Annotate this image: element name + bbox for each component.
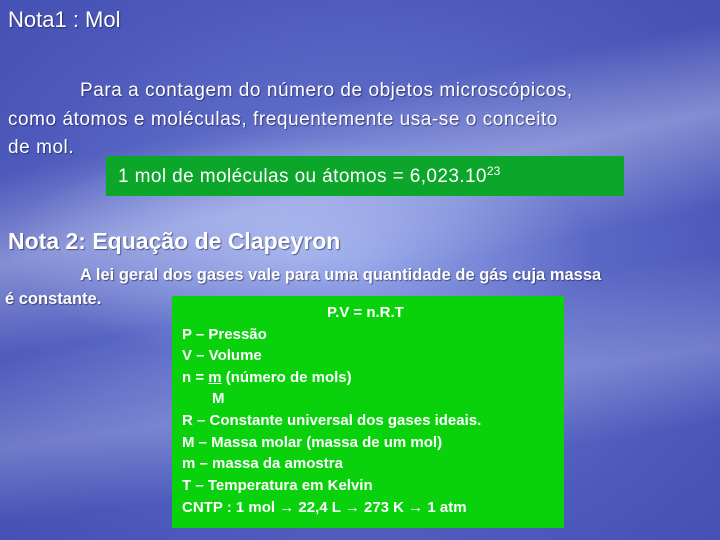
note1-paragraph-line: de mol. <box>8 137 75 158</box>
sample-mass-definition: m – massa da amostra <box>182 455 343 472</box>
moles-numerator: m <box>208 369 222 386</box>
temperature-definition: T – Temperatura em Kelvin <box>182 477 373 494</box>
moles-prefix: n = <box>182 369 209 386</box>
mol-exponent: 23 <box>486 164 501 178</box>
pressure-definition: P – Pressão <box>182 326 267 343</box>
clapeyron-box <box>172 296 564 528</box>
molar-mass-definition: M – Massa molar (massa de um mol) <box>182 434 443 451</box>
cntp-definition: CNTP : 1 mol → 22,4 L → 273 K → 1 atm <box>182 499 467 516</box>
gas-constant-definition: R – Constante universal dos gases ideais. <box>182 412 482 429</box>
moles-definition <box>182 369 352 386</box>
note1-paragraph-line: como átomos e moléculas, frequentemente usa-se o conceito <box>8 109 558 130</box>
volume-definition: V – Volume <box>182 347 262 364</box>
note1-title: Nota1 : Mol <box>8 7 121 32</box>
note2-paragraph-line: A lei geral dos gases vale para uma quantidade de gás cuja massa <box>80 266 602 284</box>
note1-paragraph-line: Para a contagem do número de objetos microscópicos, <box>80 80 573 101</box>
moles-suffix: (número de mols) <box>221 369 352 386</box>
mol-definition-box <box>106 156 624 196</box>
mol-definition-text: 1 mol de moléculas ou átomos = 6,023.10 <box>118 166 487 187</box>
clapeyron-formula: P.V = n.R.T <box>327 304 404 321</box>
moles-denominator: M <box>212 390 225 407</box>
note2-paragraph-line: é constante. <box>5 290 102 308</box>
note2-title: Nota 2: Equação de Clapeyron <box>8 228 341 254</box>
